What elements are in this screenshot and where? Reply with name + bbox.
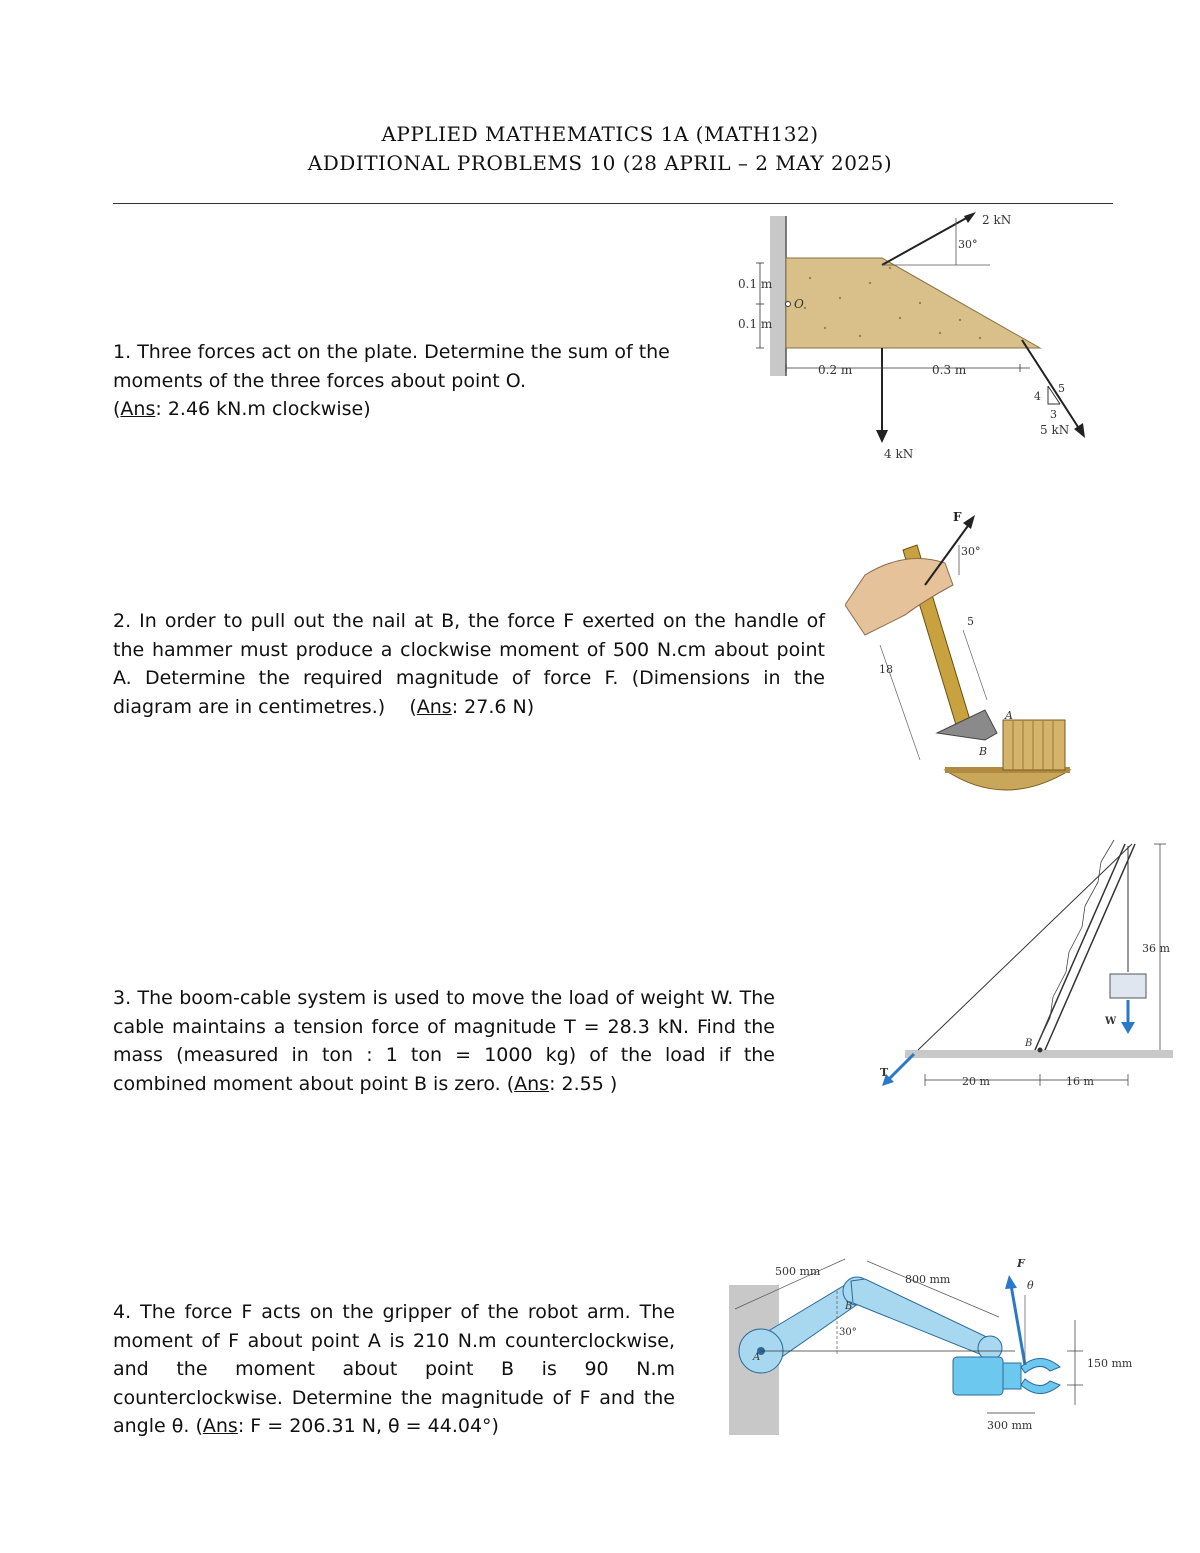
problem-1-statement: Three forces act on the plate. Determine the sum of the moments of the three forces about point O.	[113, 341, 670, 392]
problem-2-figure	[845, 505, 1095, 805]
p3-label-5: 16 m	[1066, 1075, 1094, 1088]
p2-label-2: 5	[967, 615, 974, 628]
p4-label-6: θ	[1027, 1279, 1034, 1292]
problem-4-ans-label: Ans	[202, 1415, 238, 1438]
p3-label-4: 20 m	[962, 1075, 990, 1088]
problem-2-ans-value: 27.6 N	[464, 695, 527, 718]
problem-4-ans-value: F = 206.31 N, θ = 44.04°)	[250, 1415, 499, 1438]
p3-label-2: B	[1025, 1038, 1033, 1049]
problem-2-number: 2.	[113, 610, 132, 632]
problem-3-statement: The boom-cable system is used to move the load of weight W. The cable maintains a tension force of magnitude T = 28.3 kN. Find the mass (measured in ton : 1 ton = 1000 kg) of the load if the combined moment about point B is zero.	[113, 987, 775, 1095]
problem-3-ans-value: 2.55 )	[561, 1072, 618, 1095]
p4-label-7: 150 mm	[1087, 1357, 1133, 1370]
problem-4-number: 4.	[113, 1301, 132, 1323]
problem-1-figure	[730, 208, 1090, 468]
p1-label-1: 0.1 m	[738, 317, 773, 331]
problem-2-statement: In order to pull out the nail at B, the force F exerted on the handle of the hammer must produce a clockwise moment of 500 N.cm about point A. Determine the required magnitude of force F. (Dimensions in the diagram are in centimetres.)	[113, 610, 825, 718]
p1-label-10: 3	[1050, 408, 1057, 421]
p1-label-11: 5 kN	[1040, 423, 1070, 437]
problem-3-ans-label: Ans	[514, 1072, 550, 1095]
p1-label-9: 5	[1058, 382, 1065, 395]
sheet-title: ADDITIONAL PROBLEMS 10 (28 APRIL – 2 MAY 2025)	[307, 151, 893, 175]
p4-label-2: 30°	[839, 1327, 857, 1338]
problem-2-text: 2. In order to pull out the nail at B, the force F exerted on the handle of the hammer must produce a clockwise moment of 500 N.cm about point A. Determine the required magnitude of force F. (Dimensions in the diagram are in centimetres.) (Ans: 27.6 N)	[113, 610, 825, 718]
course-title: APPLIED MATHEMATICS 1A (MATH132)	[381, 122, 819, 146]
p3-label-3: T	[880, 1066, 889, 1079]
p2-label-0: F	[953, 510, 962, 524]
p1-label-3: 0.2 m	[818, 363, 853, 377]
p1-label-5: 2 kN	[982, 213, 1012, 227]
problem-3-text: 3. The boom-cable system is used to move the load of weight W. The cable maintains a tension force of magnitude T = 28.3 kN. Find the mass (measured in ton : 1 ton = 1000 kg) of the load if the combined moment about point B is zero. (Ans: 2.55 )	[113, 987, 775, 1095]
p1-label-8: 4	[1034, 390, 1041, 403]
p4-label-5: F	[1017, 1257, 1025, 1270]
problem-4-figure	[725, 1245, 1145, 1445]
p2-label-5: B	[979, 745, 988, 758]
problem-1-text: 1. Three forces act on the plate. Determine the sum of the moments of the three forces about point O. (Ans: 2.46 kN.m clockwise)	[113, 341, 670, 421]
p4-label-0: 500 mm	[775, 1265, 821, 1278]
p4-label-4: B	[845, 1301, 853, 1312]
problem-4-statement: The force F acts on the gripper of the robot arm. The moment of F about point A is 210 N.m counterclockwise, and the moment about point B is 90 N.m counterclockwise. Determine the magnitude of F and the angle θ.	[113, 1301, 675, 1438]
p1-label-0: 0.1 m	[738, 277, 773, 291]
problem-4-text: 4. The force F acts on the gripper of the robot arm. The moment of F about point A is 210 N.m counterclockwise, and the moment about point B is 90 N.m counterclockwise. Determine the magnitude of F and the angle θ. (Ans: F = 206.31 N, θ = 44.04°)	[113, 1301, 675, 1438]
problem-1-ans-value: 2.46 kN.m clockwise	[167, 398, 364, 421]
problem-2-ans-label: Ans	[416, 695, 452, 718]
problem-3-number: 3.	[113, 987, 132, 1009]
p1-label-2: O	[794, 297, 804, 311]
p2-label-1: 30°	[961, 545, 981, 558]
p1-label-6: 30°	[958, 238, 978, 251]
p1-label-4: 0.3 m	[932, 363, 967, 377]
p4-label-8: 300 mm	[987, 1419, 1033, 1432]
p1-label-7: 4 kN	[884, 447, 914, 461]
problem-1-ans-label: Ans	[120, 398, 156, 421]
p2-label-3: 18	[879, 663, 893, 676]
header-divider	[113, 203, 1113, 204]
p4-label-1: 800 mm	[905, 1273, 951, 1286]
p3-label-0: 36 m	[1142, 942, 1170, 955]
p3-label-1: W	[1105, 1016, 1117, 1027]
page-header	[0, 120, 1200, 178]
p4-label-3: A	[753, 1352, 761, 1363]
p2-label-4: A	[1005, 709, 1013, 722]
problem-1-number: 1.	[113, 341, 132, 363]
problem-3-figure	[870, 832, 1175, 1102]
